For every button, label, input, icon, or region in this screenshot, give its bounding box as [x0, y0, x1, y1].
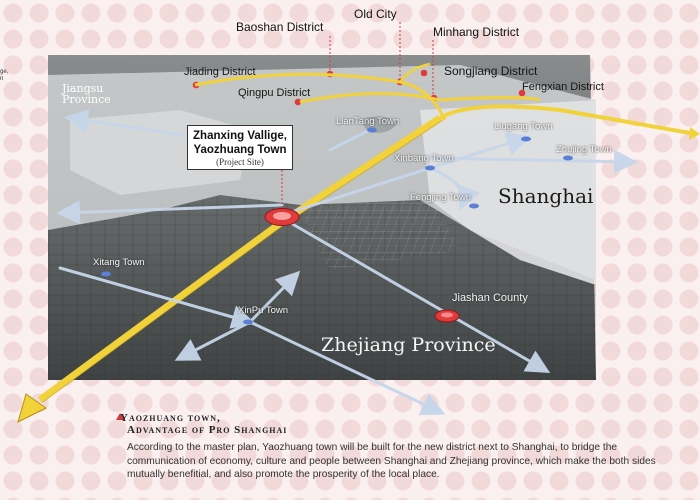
label-zhejiang-province: Zhejiang Province: [321, 334, 496, 356]
label-shanghai: Shanghai: [498, 184, 594, 208]
label-liugang-town: Liugang Town: [494, 121, 553, 132]
label-xinpu-town: XinPu Town: [238, 305, 288, 316]
label-liantang-town: LianTang Town: [336, 116, 400, 127]
label-jiangsu-province: [62, 83, 111, 105]
edge-text-line-2: n: [0, 76, 4, 82]
jiangsu-line-1: Jiangsu: [62, 82, 104, 95]
liantang-dot: [367, 128, 377, 133]
project-site-town: Yaozhuang Town: [193, 144, 287, 156]
caption-body: According to the master plan, Yaozhuang town will be built for the new district next to Shanghai, to bridge the communication of economy, culture and people between Shanghai and Zhejiang province, which make the both sides mutually benefitial, and also promote the prosperity of the local place.: [127, 442, 656, 481]
label-old-city: Old City: [354, 7, 397, 21]
label-fengxian-district: Fengxian District: [522, 81, 604, 93]
label-jiashan-county: Jiashan County: [452, 292, 528, 304]
expressway-east-arrowhead: [689, 127, 700, 140]
caption-title-line-2: Advantage of Pro Shanghai: [127, 424, 288, 436]
zhujing-dot: [563, 156, 573, 161]
label-baoshan-district: Baoshan District: [236, 20, 324, 34]
xinpu-dot: [243, 320, 253, 325]
label-songjiang-district: Songjiang District: [444, 64, 538, 78]
liugang-dot: [521, 137, 531, 142]
caption-title: [118, 412, 688, 436]
xitang-dot: [101, 272, 111, 277]
label-xitang-town: Xitang Town: [93, 257, 145, 268]
edge-text-fragment: [0, 69, 8, 83]
label-qingpu-district: Qingpu District: [238, 87, 311, 99]
project-site-name: Zhanxing Vallige,: [193, 130, 287, 142]
label-jiading-district: Jiading District: [184, 66, 256, 78]
label-xinbang-town: Xinbang Town: [394, 153, 454, 164]
project-site-callout: [187, 125, 293, 170]
fengjing-dot: [469, 204, 479, 209]
minhang-marker: [421, 70, 428, 77]
jiashan-marker-inner: [441, 313, 453, 318]
label-zhujing-town: Zhujing Town: [556, 144, 612, 155]
jiangsu-line-2: Province: [62, 93, 111, 106]
xinbang-dot: [425, 166, 435, 171]
project-site-tag: (Project Site): [216, 157, 264, 167]
caption-title-line-1: Yaozhuang town,: [120, 412, 221, 424]
label-fengjing-town: Fengjing Town: [410, 192, 472, 203]
project-site-marker-inner: [273, 212, 291, 220]
edge-text-line-1: ge,: [0, 69, 9, 75]
label-minhang-district: Minhang District: [433, 25, 520, 39]
